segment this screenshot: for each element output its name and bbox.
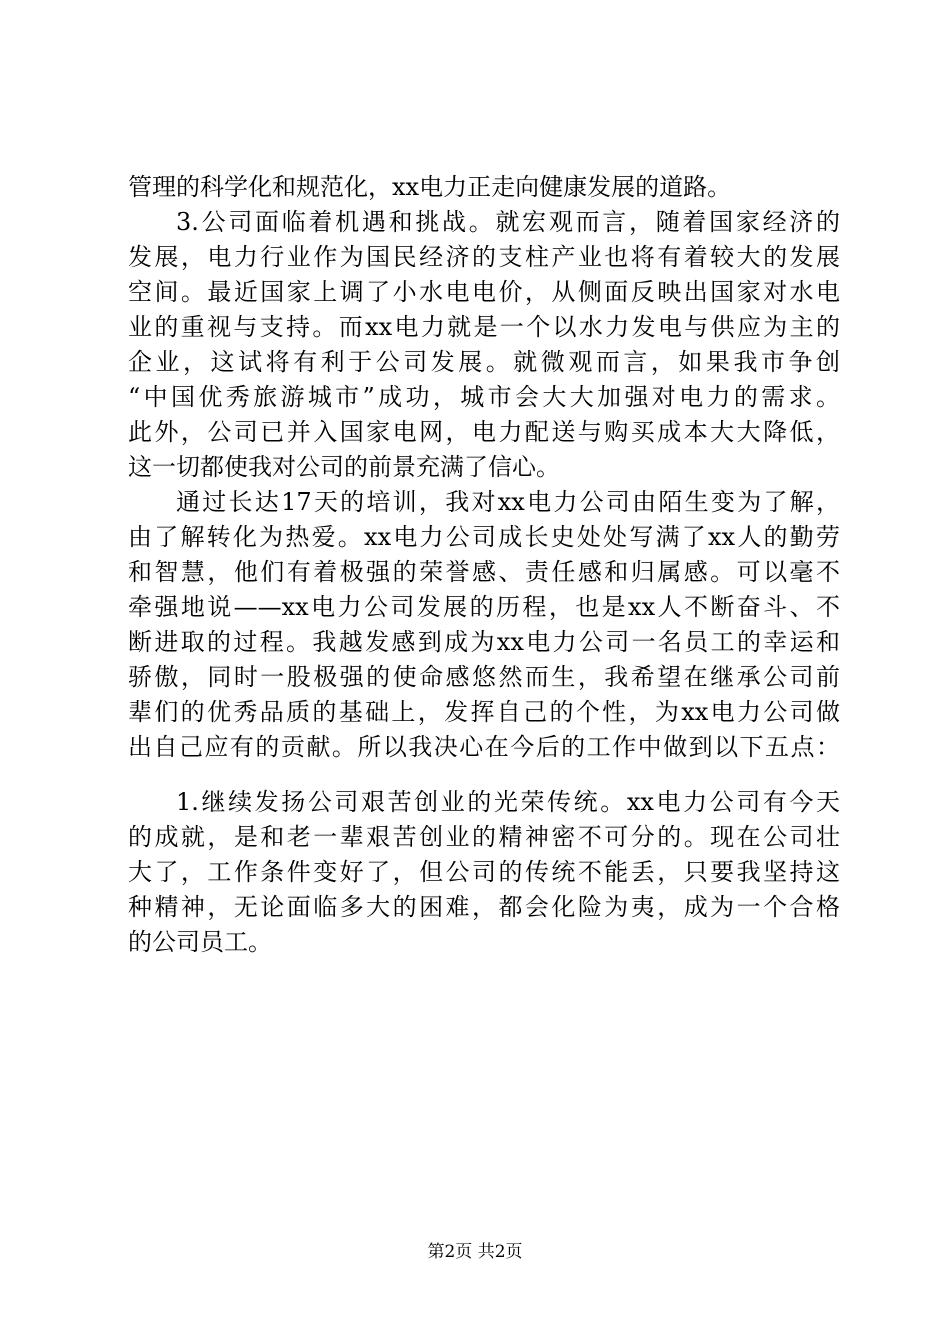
text-line: 的成就，是和老一辈艰苦创业的精神密不可分的。现在公司壮 [128,823,840,851]
text-line: 空间。最近国家上调了小水电电价，从侧面反映出国家对水电 [128,278,840,306]
text-line: 大了，工作条件变好了，但公司的传统不能丢，只要我坚持这 [128,858,840,886]
text-line: 骄傲，同时一股极强的使命感悠然而生，我希望在继承公司前 [128,663,840,691]
text-line: “中国优秀旅游城市”成功，城市会大大加强对电力的需求。 [128,383,840,411]
text-line: 企业，这试将有利于公司发展。就微观而言，如果我市争创 [128,348,840,376]
text-line: 业的重视与支持。而xx电力就是一个以水力发电与供应为主的 [128,313,840,341]
text-line: 通过长达17天的培训，我对xx电力公司由陌生变为了解， [176,488,840,516]
paragraph-1 [128,170,840,205]
document-body [128,170,840,960]
text-line: 和智慧，他们有着极强的荣誉感、责任感和归属感。可以毫不 [128,558,840,586]
text-line: 断进取的过程。我越发感到成为xx电力公司一名员工的幸运和 [128,628,840,656]
text-line: 出自己应有的贡献。所以我决心在今后的工作中做到以下五点： [128,733,840,761]
text-line: 由了解转化为热爱。xx电力公司成长史处处写满了xx人的勤劳 [128,523,840,551]
text-line: 发展，电力行业作为国民经济的支柱产业也将有着较大的发展 [128,243,840,271]
page-footer: 第2页 共2页 [427,1242,523,1262]
text-line: 辈们的优秀品质的基础上，发挥自己的个性，为xx电力公司做 [128,698,840,726]
text-line: 管理的科学化和规范化，xx电力正走向健康发展的道路。 [128,173,732,201]
text-line: 3.公司面临着机遇和挑战。就宏观而言，随着国家经济的 [176,208,840,236]
paragraph-2 [128,205,840,485]
text-line: 的公司员工。 [128,928,272,956]
text-line: 牵强地说——xx电力公司发展的历程，也是xx人不断奋斗、不 [128,593,840,621]
paragraph-3 [128,485,840,765]
text-line: 种精神，无论面临多大的困难，都会化险为夷，成为一个合格 [128,893,840,921]
paragraph-4 [128,785,840,960]
text-line: 1.继续发扬公司艰苦创业的光荣传统。xx电力公司有今天 [176,788,840,816]
paragraph-spacer [128,765,840,785]
text-line: 这一切都使我对公司的前景充满了信心。 [128,453,560,481]
text-line: 此外，公司已并入国家电网，电力配送与购买成本大大降低， [128,418,840,446]
